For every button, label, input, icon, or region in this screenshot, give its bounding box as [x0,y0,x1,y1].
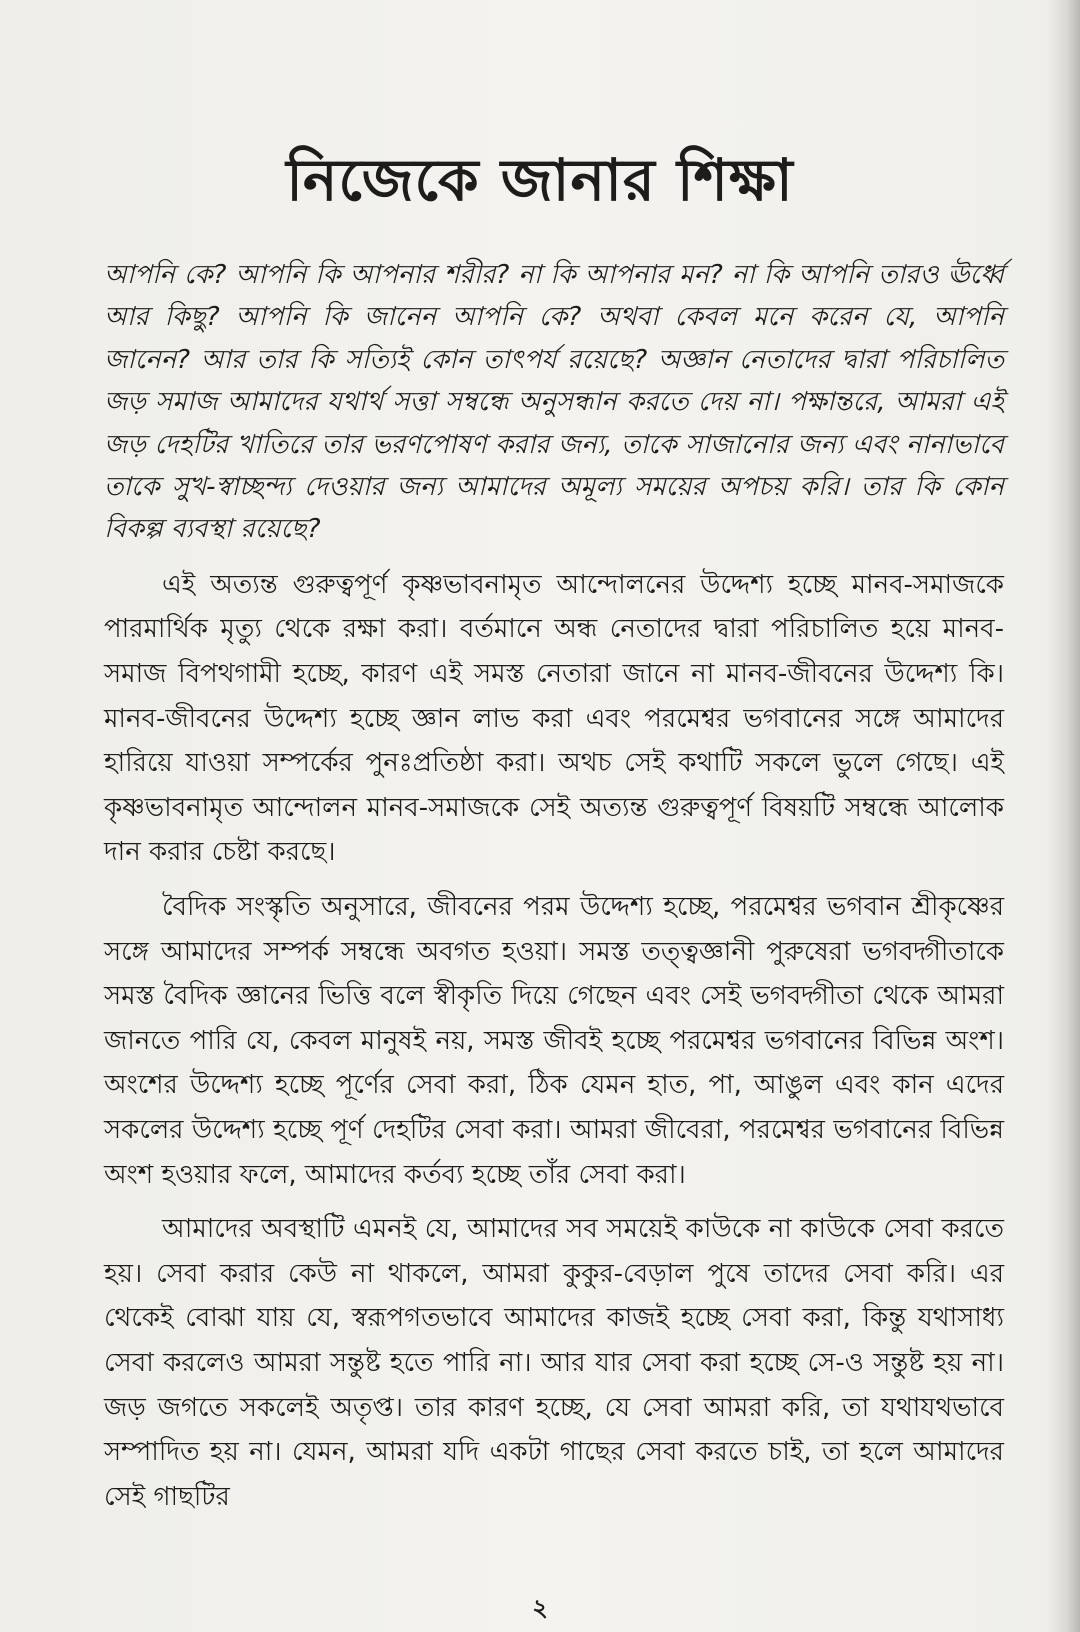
page-edge-shadow [1046,0,1080,1632]
body-paragraph-3: আমাদের অবস্থাটি এমনই যে, আমাদের সব সময়েই কাউকে না কাউকে সেবা করতে হয়। সেবা করার কেউ না থাকলে, আমরা কুকুর-বেড়াল পুষে তাদের সেবা করি। এর থেকেই বোঝা যায় যে, স্বরূপগতভাবে আমাদের কাজই হচ্ছে সেবা করা, কিন্তু যথাসাধ্য সেবা করলেও আমরা সন্তুষ্ট হতে পারি না। আর যার সেবা করা হচ্ছে সে-ও সন্তুষ্ট হয় না। জড় জগতে সকলেই অতৃপ্ত। তার কারণ হচ্ছে, যে সেবা আমরা করি, তা যথাযথভাবে সম্পাদিত হয় না। যেমন, আমরা যদি একটা গাছের সেবা করতে চাই, তা হলে আমাদের সেই গাছটির [104,1214,1004,1512]
intro-paragraph: আপনি কে? আপনি কি আপনার শরীর? না কি আপনার মন? না কি আপনি তারও ঊর্ধ্বে আর কিছু? আপনি কি জানেন আপনি কে? অথবা কেবল মনে করেন যে, আপনি জানেন? আর তার কি সত্যিই কোন তাৎপর্য রয়েছে? অজ্ঞান নেতাদের দ্বারা পরিচালিত জড় সমাজ আমাদের যথার্থ সত্তা সম্বন্ধে অনুসন্ধান করতে দেয় না। পক্ষান্তরে, আমরা এই জড় দেহটির খাতিরে তার ভরণপোষণ করার জন্য, তাকে সাজানোর জন্য এবং নানাভাবে তাকে সুখ-স্বাচ্ছন্দ্য দেওয়ার জন্য আমাদের অমূল্য সময়ের অপচয় করি। তার কি কোন বিকল্প ব্যবস্থা রয়েছে? [104,260,1004,545]
page-number: ২ [532,1594,548,1622]
page-body [104,254,1004,1529]
body-paragraph-1: এই অত্যন্ত গুরুত্বপূর্ণ কৃষ্ণভাবনামৃত আন্দোলনের উদ্দেশ্য হচ্ছে মানব-সমাজকে পারমার্থিক মৃত্যু থেকে রক্ষা করা। বর্তমানে অন্ধ নেতাদের দ্বারা পরিচালিত হয়ে মানব-সমাজ বিপথগামী হচ্ছে, কারণ এই সমস্ত নেতারা জানে না মানব-জীবনের উদ্দেশ্য কি। মানব-জীবনের উদ্দেশ্য হচ্ছে জ্ঞান লাভ করা এবং পরমেশ্বর ভগবানের সঙ্গে আমাদের হারিয়ে যাওয়া সম্পর্কের পুনঃপ্রতিষ্ঠা করা। অথচ সেই কথাটি সকলে ভুলে গেছে। এই কৃষ্ণভাবনামৃত আন্দোলন মানব-সমাজকে সেই অত্যন্ত গুরুত্বপূর্ণ বিষয়টি সম্বন্ধে আলোক দান করার চেষ্টা করছে। [104,569,1004,868]
body-paragraph-2: বৈদিক সংস্কৃতি অনুসারে, জীবনের পরম উদ্দেশ্য হচ্ছে, পরমেশ্বর ভগবান শ্রীকৃষ্ণের সঙ্গে আমাদের সম্পর্ক সম্বন্ধে অবগত হওয়া। সমস্ত তত্ত্বজ্ঞানী পুরুষেরা ভগবদ্গীতাকে সমস্ত বৈদিক জ্ঞানের ভিত্তি বলে স্বীকৃতি দিয়ে গেছেন এবং সেই ভগবদ্গীতা থেকে আমরা জানতে পারি যে, কেবল মানুষই নয়, সমস্ত জীবই হচ্ছে পরমেশ্বর ভগবানের বিভিন্ন অংশ। অংশের উদ্দেশ্য হচ্ছে পূর্ণের সেবা করা, ঠিক যেমন হাত, পা, আঙুল এবং কান এদের সকলের উদ্দেশ্য হচ্ছে পূর্ণ দেহটির সেবা করা। আমরা জীবেরা, পরমেশ্বর ভগবানের বিভিন্ন অংশ হওয়ার ফলে, আমাদের কর্তব্য হচ্ছে তাঁর সেবা করা। [104,892,1004,1190]
chapter-title: নিজেকে জানার শিক্ষা [286,146,794,214]
